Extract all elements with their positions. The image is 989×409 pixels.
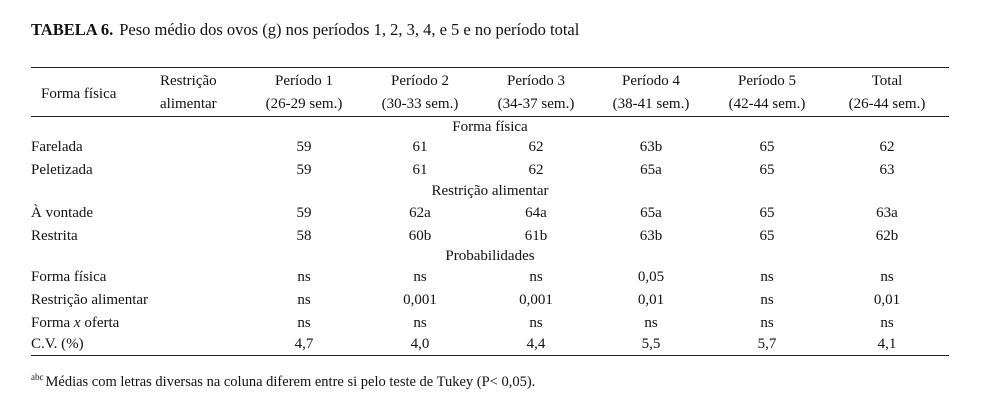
row-label	[31, 314, 119, 332]
cell-value: 4,1	[877, 336, 897, 352]
row-label-post: oferta	[80, 315, 120, 331]
cell-value: 61	[412, 162, 428, 178]
cell-value: 63	[879, 162, 895, 178]
top-rule	[31, 67, 949, 68]
header-period-1-range: (26-29 sem.)	[265, 96, 343, 112]
cell-value: ns	[880, 315, 894, 331]
row-label-x: x	[73, 315, 81, 331]
cell-value: 61b	[524, 228, 548, 244]
row-label: Peletizada	[31, 162, 93, 178]
header-total-name: Total	[871, 73, 903, 89]
header-restricao-line1: Restrição	[160, 73, 217, 89]
cell-value: ns	[297, 269, 311, 285]
cell-value: 4,7	[294, 336, 314, 352]
footnote	[31, 372, 535, 391]
cell-value: 64a	[525, 205, 547, 221]
cell-value: 0,001	[519, 292, 553, 308]
cell-value: ns	[760, 269, 774, 285]
cell-value: 59	[296, 139, 312, 155]
table-title	[31, 20, 579, 40]
section-forma-fisica: Forma física	[452, 119, 528, 135]
header-rule	[31, 116, 949, 117]
cell-value: 5,7	[757, 336, 777, 352]
cell-value: 65a	[640, 162, 662, 178]
header-period-2-range: (30-33 sem.)	[381, 96, 459, 112]
row-label: À vontade	[31, 205, 94, 221]
cell-value: ns	[880, 269, 894, 285]
cell-value: 65	[759, 162, 775, 178]
cell-value: ns	[413, 315, 427, 331]
cell-value: 59	[296, 205, 312, 221]
cell-value: 0,01	[873, 292, 901, 308]
cell-value: 65	[759, 228, 775, 244]
cell-value: 5,5	[641, 336, 661, 352]
cell-value: 0,05	[637, 269, 665, 285]
header-period-5-name: Período 5	[738, 73, 796, 89]
cell-value: 65	[759, 205, 775, 221]
header-period-5-range: (42-44 sem.)	[728, 96, 806, 112]
row-label-pre: Forma	[31, 315, 74, 331]
cell-value: ns	[413, 269, 427, 285]
cell-value: 62	[879, 139, 895, 155]
cell-value: 58	[296, 228, 312, 244]
cell-value: ns	[297, 292, 311, 308]
row-label: Restrição alimentar	[31, 292, 149, 308]
header-period-3-name: Período 3	[507, 73, 565, 89]
cell-value: 62a	[409, 205, 431, 221]
table-label: TABELA 6.	[31, 20, 114, 39]
cell-value: 65	[759, 139, 775, 155]
header-restricao-line2: alimentar	[160, 96, 217, 112]
header-period-4-name: Período 4	[622, 73, 680, 89]
header-period-1-name: Período 1	[275, 73, 333, 89]
row-label: Farelada	[31, 139, 83, 155]
footnote-marker: abc	[31, 372, 44, 382]
cell-value: 4,4	[526, 336, 546, 352]
cell-value: ns	[644, 315, 658, 331]
cell-value: 63a	[876, 205, 898, 221]
header-period-2-name: Período 2	[391, 73, 449, 89]
cell-value: ns	[760, 315, 774, 331]
header-period-3-range: (34-37 sem.)	[497, 96, 575, 112]
row-label: Restrita	[31, 228, 78, 244]
cell-value: 63b	[639, 139, 663, 155]
bottom-rule	[31, 355, 949, 356]
cell-value: 63b	[639, 228, 663, 244]
cell-value: 62b	[875, 228, 899, 244]
row-label: Forma física	[31, 269, 107, 285]
cell-value: ns	[529, 269, 543, 285]
section-restricao: Restrição alimentar	[431, 183, 549, 199]
section-probabilidades: Probabilidades	[445, 248, 535, 264]
cell-value: 61	[412, 139, 428, 155]
cell-value: 62	[528, 162, 544, 178]
cell-value: ns	[760, 292, 774, 308]
cell-value: ns	[529, 315, 543, 331]
cell-value: 65a	[640, 205, 662, 221]
cell-value: 59	[296, 162, 312, 178]
header-total-range: (26-44 sem.)	[848, 96, 926, 112]
cell-value: 0,01	[637, 292, 665, 308]
header-forma-fisica: Forma física	[41, 86, 117, 102]
footnote-text: Médias com letras diversas na coluna diferem entre si pelo teste de Tukey (P< 0,05).	[45, 374, 536, 390]
header-period-4-range: (38-41 sem.)	[612, 96, 690, 112]
cell-value: 62	[528, 139, 544, 155]
cell-value: ns	[297, 315, 311, 331]
row-label: C.V. (%)	[31, 336, 84, 352]
cell-value: 60b	[408, 228, 432, 244]
cell-value: 0,001	[403, 292, 437, 308]
table-caption: Peso médio dos ovos (g) nos períodos 1, 2, 3, 4, e 5 e no período total	[119, 20, 580, 39]
cell-value: 4,0	[410, 336, 430, 352]
